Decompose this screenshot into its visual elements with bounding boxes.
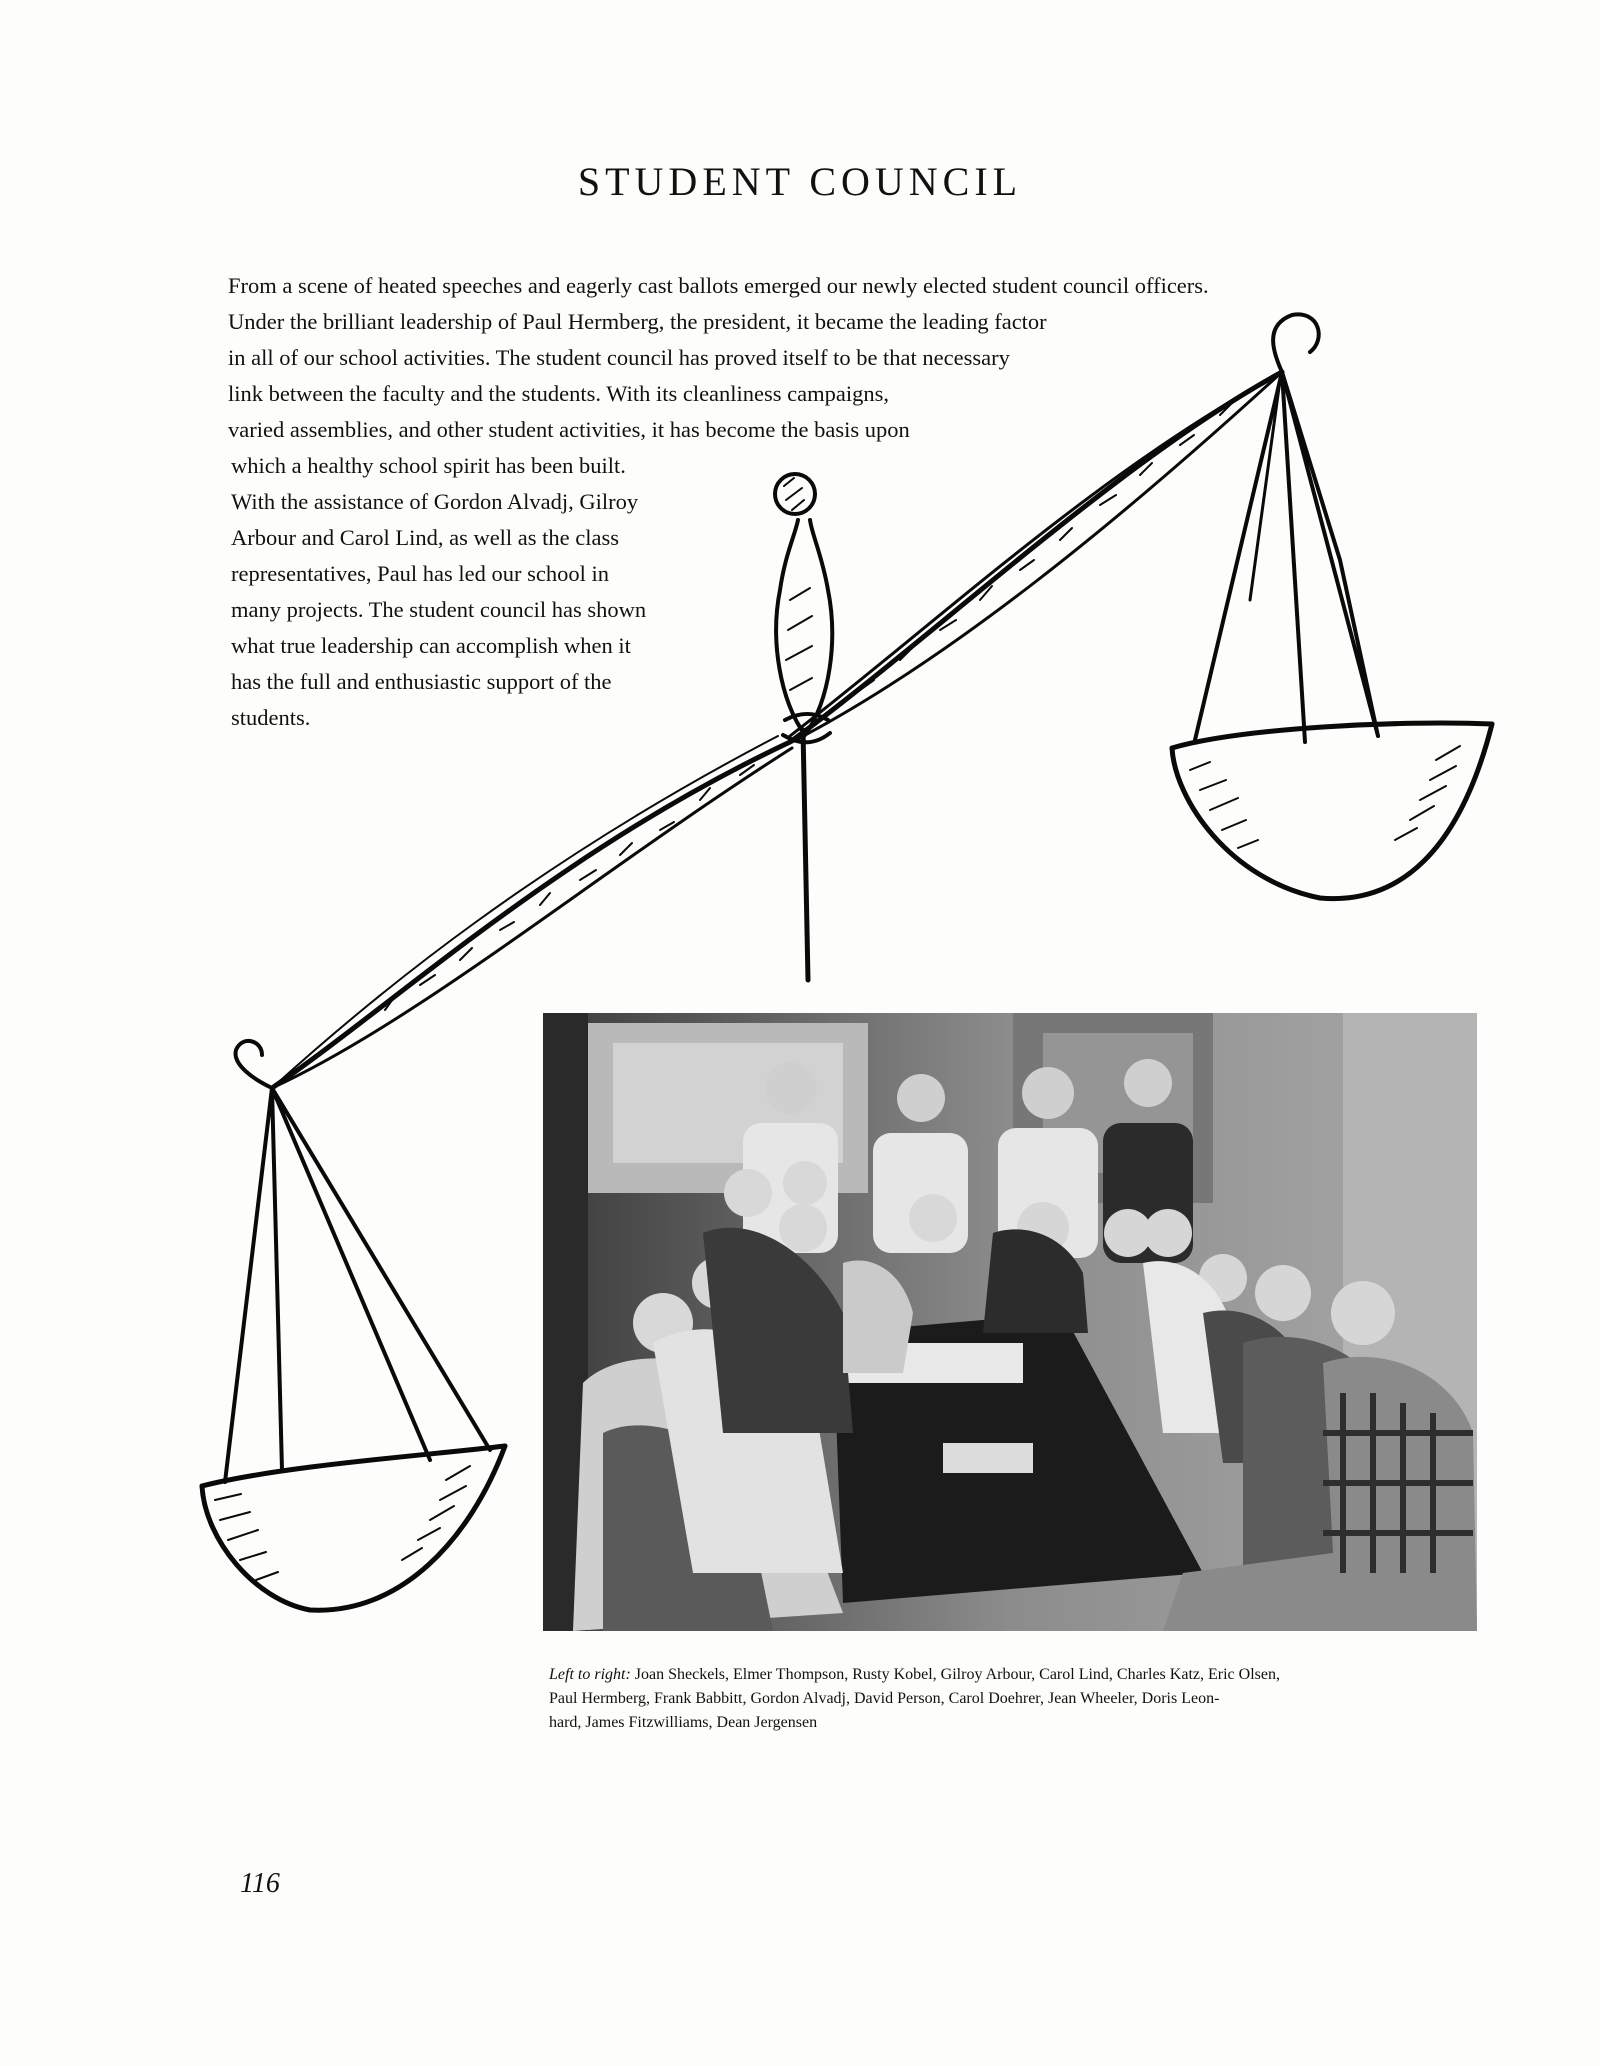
intro-line: Under the brilliant leadership of Paul Hermberg, the president, it became the leading factor (228, 309, 1047, 334)
intro-line: which a healthy school spirit has been built. (231, 453, 626, 478)
council-group-photo (543, 1013, 1477, 1631)
caption-line (549, 1663, 1489, 1687)
caption-line: hard, James Fitzwilliams, Dean Jergensen (549, 1714, 818, 1731)
photo-scene (543, 1013, 1477, 1631)
photo-caption (549, 1663, 1489, 1735)
intro-line: students. (231, 705, 311, 730)
intro-line: what true leadership can accomplish when it (231, 633, 631, 658)
intro-line: has the full and enthusiastic support of the (231, 669, 612, 694)
intro-line: link between the faculty and the students. With its cleanliness campaigns, (228, 381, 890, 406)
intro-line: Arbour and Carol Lind, as well as the class (231, 525, 620, 550)
caption-label: Left to right: (549, 1666, 631, 1683)
page-title: STUDENT COUNCIL (577, 159, 1023, 204)
caption-line: Paul Hermberg, Frank Babbitt, Gordon Alvadj, David Person, Carol Doehrer, Jean Wheeler, Doris Leon- (549, 1690, 1220, 1707)
intro-line: From a scene of heated speeches and eagerly cast ballots emerged our newly elected student council officers. (228, 273, 1209, 298)
caption-names-1: Joan Sheckels, Elmer Thompson, Rusty Kobel, Gilroy Arbour, Carol Lind, Charles Katz, Eric Olsen, (634, 1666, 1280, 1683)
intro-line: representatives, Paul has led our school in (231, 561, 610, 586)
intro-line: in all of our school activities. The student council has proved itself to be that necessary (228, 345, 1010, 370)
intro-line: With the assistance of Gordon Alvadj, Gilroy (231, 489, 639, 514)
intro-line: varied assemblies, and other student activities, it has become the basis upon (228, 417, 910, 442)
intro-line: many projects. The student council has shown (231, 597, 647, 622)
page-number: 116 (240, 1868, 280, 1899)
